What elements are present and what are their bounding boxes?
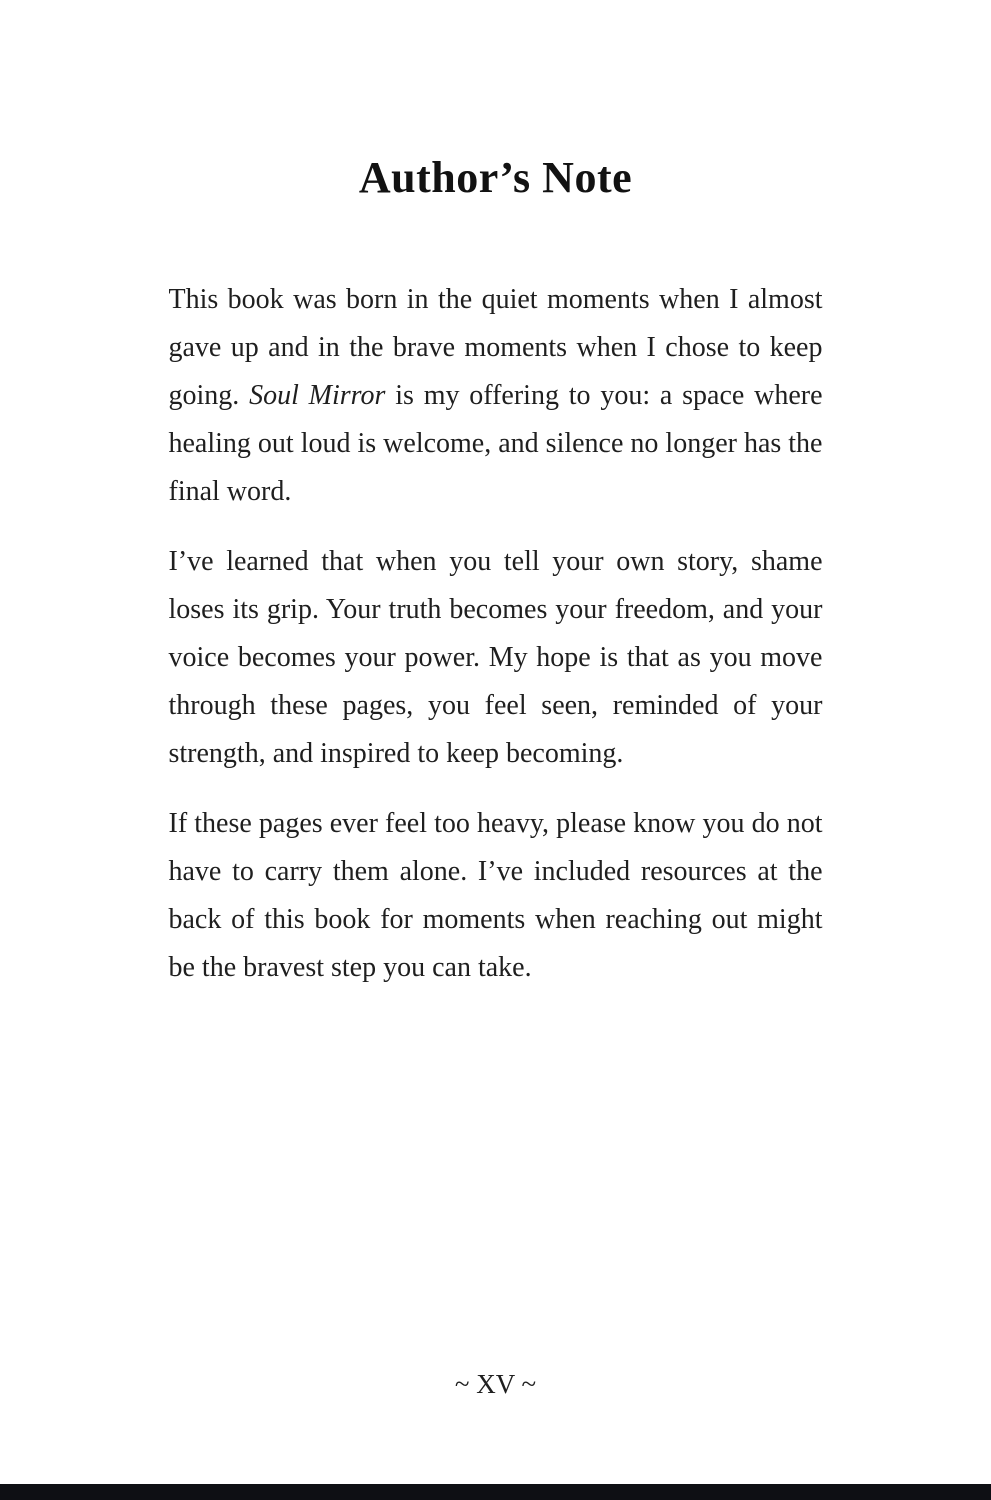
page-content xyxy=(169,276,823,992)
paragraph-1-text-after: is my offering to you: a space where healing out loud is welcome, and silence no longer has the final word. xyxy=(168,380,823,507)
book-title-italic: Soul Mirror xyxy=(249,380,386,411)
page-title: Author’s Note xyxy=(358,153,633,202)
paragraph-2: I’ve learned that when you tell your own story, shame loses its grip. Your truth becomes your freedom, and your voice becomes your power. My hope is that as you move through these pages, you feel seen, reminded of your strength, and inspired to keep becoming. xyxy=(168,546,823,769)
paragraph-1 xyxy=(169,276,823,516)
bottom-bar xyxy=(0,1484,991,1500)
paragraph-3: If these pages ever feel too heavy, please know you do not have to carry them alone. I’ve included resources at the back of this book for moments when reaching out might be the bravest step you can take. xyxy=(168,808,823,983)
paragraph-1-text-before: This book was born in the quiet moments when I almost gave up and in the brave moments when I chose to keep going. xyxy=(168,284,823,411)
page-number: ~ XV ~ xyxy=(454,1369,537,1399)
